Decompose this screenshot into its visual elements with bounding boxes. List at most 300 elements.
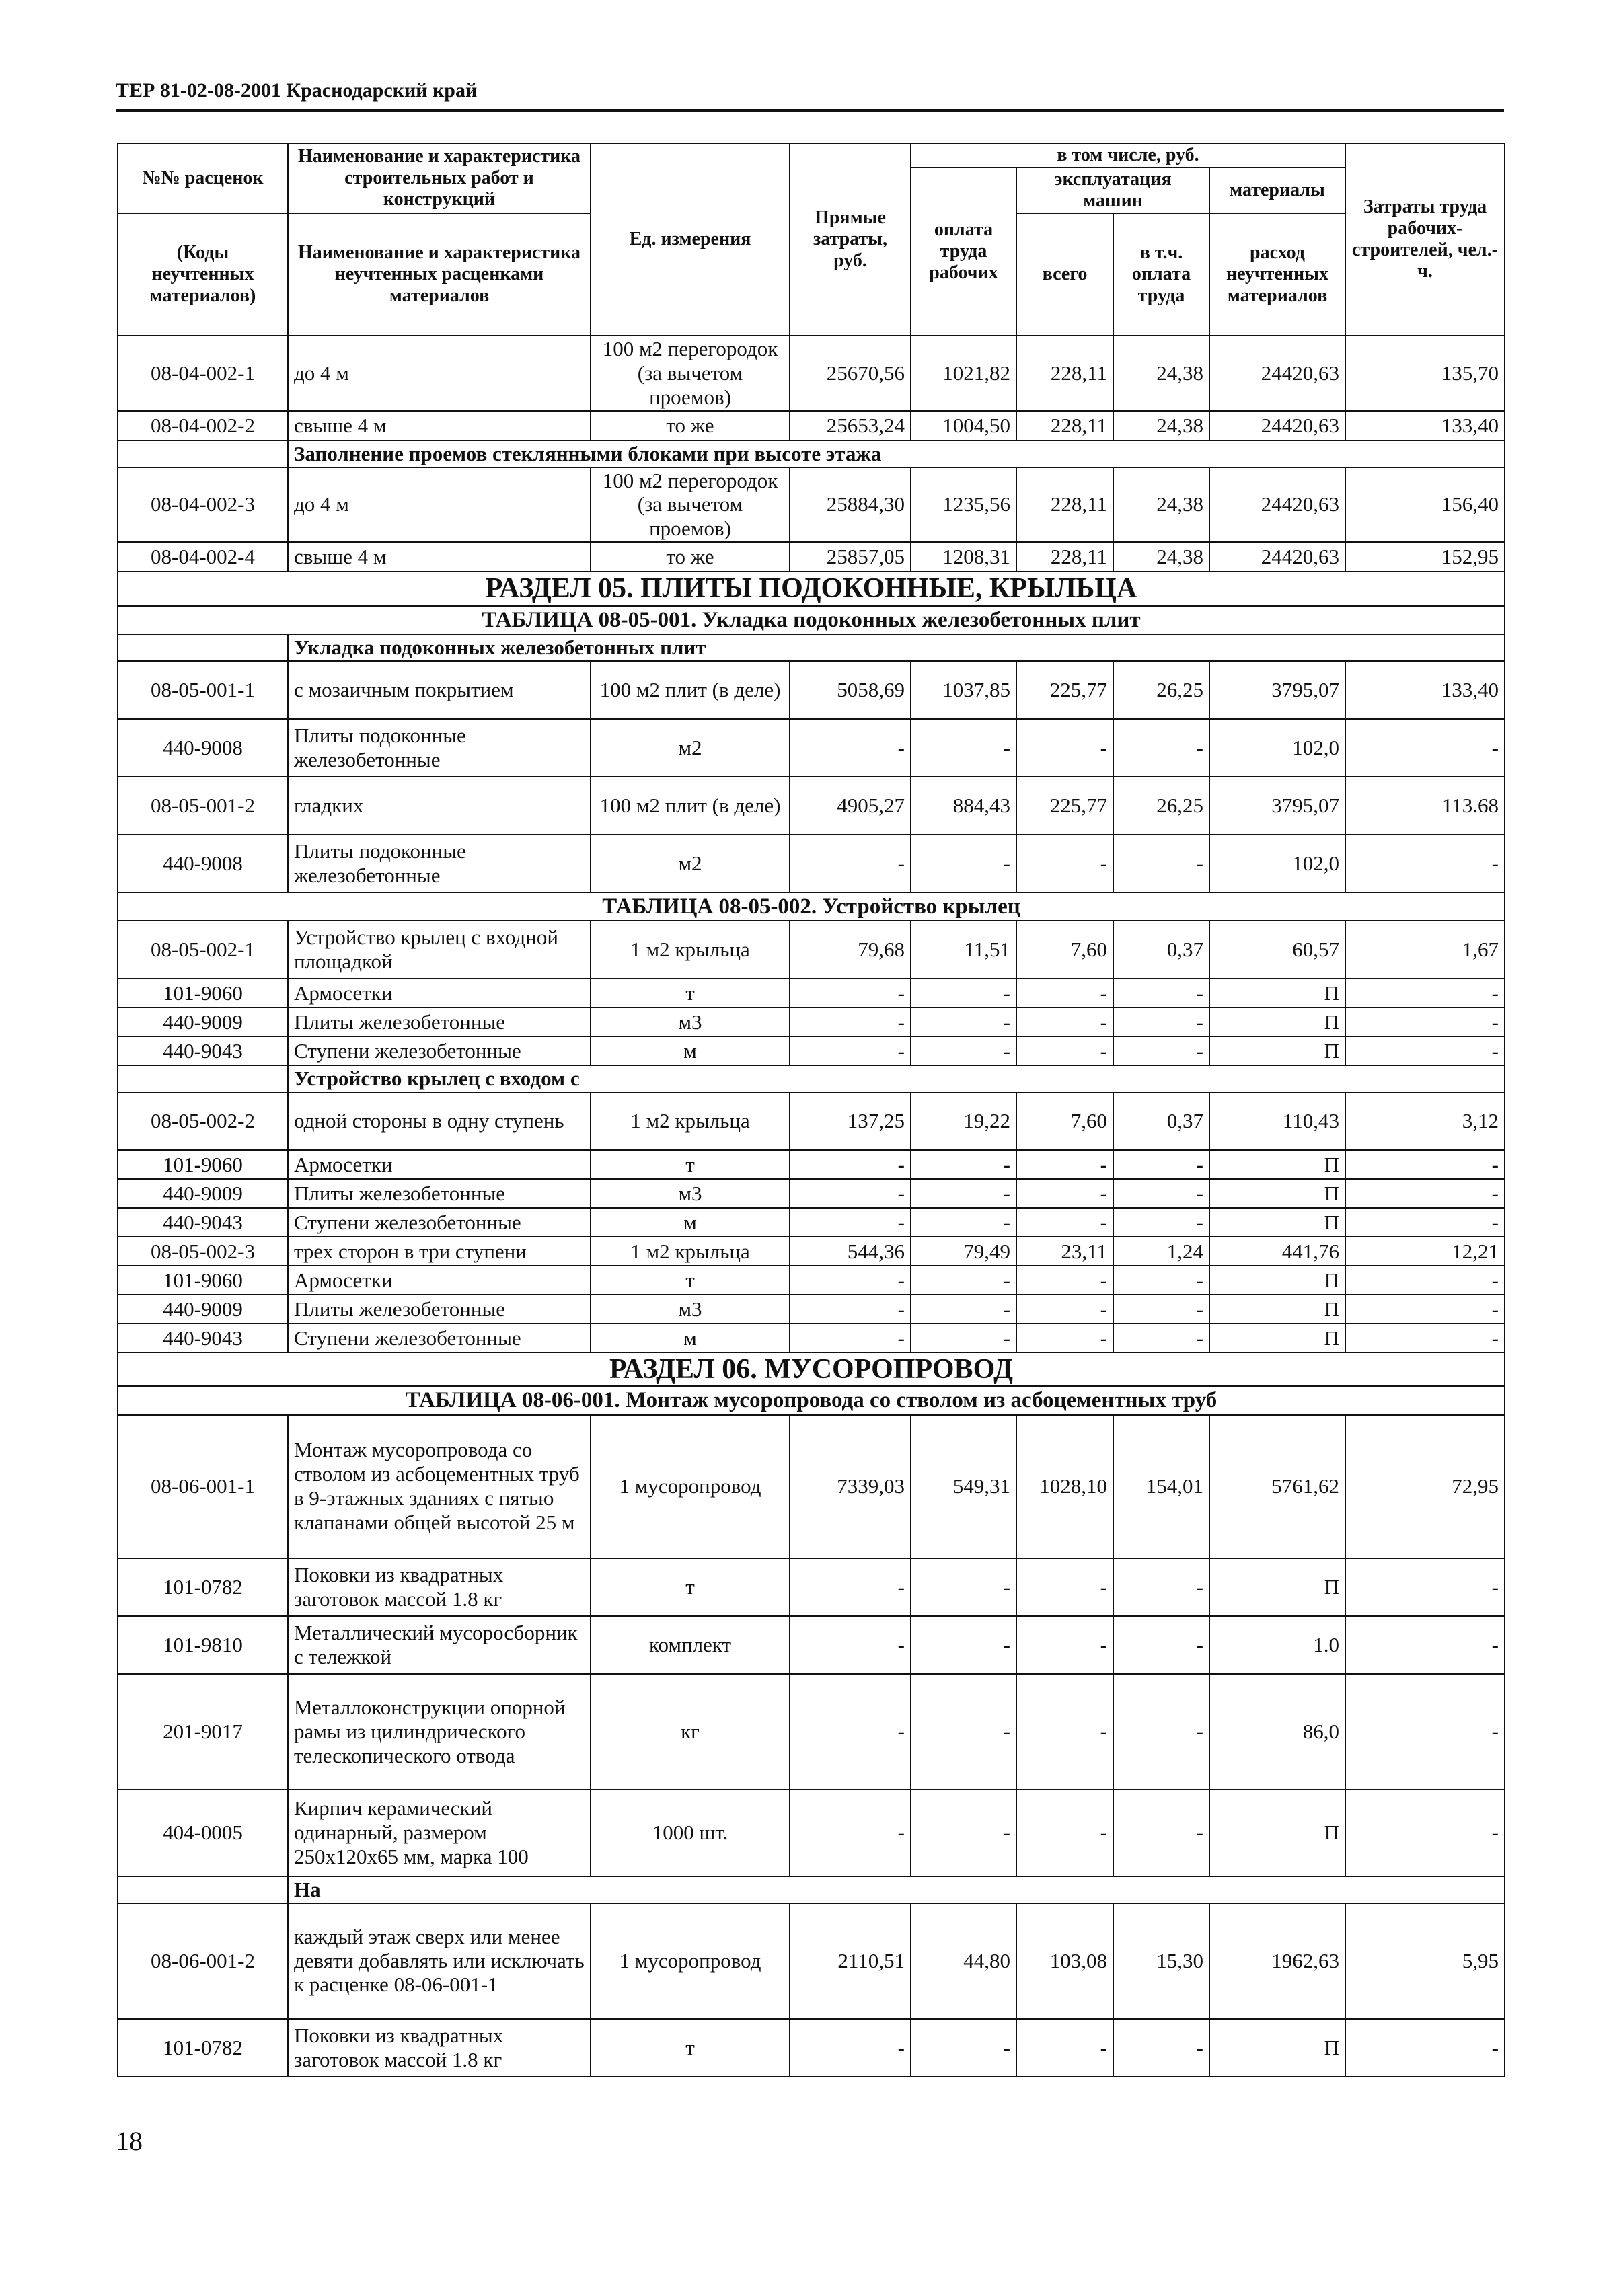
section-title: РАЗДЕЛ 06. МУСОРОПРОВОД xyxy=(118,1352,1505,1386)
cell-materials: 86,0 xyxy=(1209,1674,1345,1790)
cell-name: Плиты подоконные железобетонные xyxy=(288,835,591,892)
cell-direct-cost: 25653,24 xyxy=(790,411,911,441)
cell-code: 101-0782 xyxy=(118,1558,288,1616)
cell-labor: - xyxy=(1345,1036,1505,1065)
cell-wages: 549,31 xyxy=(911,1415,1016,1558)
table-row xyxy=(118,336,1505,411)
table-title-row xyxy=(118,606,1505,634)
cell-materials: 102,0 xyxy=(1209,719,1345,777)
cell-direct-cost: 25857,05 xyxy=(790,542,911,572)
cell-machine-wages: - xyxy=(1113,1266,1209,1295)
group-row xyxy=(118,1065,1505,1092)
cell-wages: 44,80 xyxy=(911,1903,1016,2019)
cell-name: Армосетки xyxy=(288,979,591,1007)
cell-machines: 7,60 xyxy=(1016,921,1113,979)
cell-code: 440-9043 xyxy=(118,1208,288,1237)
cell-machines: 1028,10 xyxy=(1016,1415,1113,1558)
table-row xyxy=(118,1558,1505,1616)
cell-machines: 7,60 xyxy=(1016,1092,1113,1150)
cell-code: 08-05-002-1 xyxy=(118,921,288,979)
cell-unit: м3 xyxy=(591,1295,790,1324)
cell-labor: 12,21 xyxy=(1345,1237,1505,1266)
cell-wages: 884,43 xyxy=(911,777,1016,835)
cell-wages: - xyxy=(911,2019,1016,2077)
cell-name: Ступени железобетонные xyxy=(288,1208,591,1237)
cell-code: 08-04-002-3 xyxy=(118,467,288,543)
cell-code: 08-04-002-4 xyxy=(118,542,288,572)
cell-unit: комплект xyxy=(591,1616,790,1674)
cell-materials: 3795,07 xyxy=(1209,777,1345,835)
table-row xyxy=(118,1092,1505,1150)
header-unit: Ед. измерения xyxy=(591,143,790,336)
cell-name: гладких xyxy=(288,777,591,835)
cell-unit: 1 мусоропровод xyxy=(591,1415,790,1558)
cell-materials: П xyxy=(1209,1558,1345,1616)
cell-machines: - xyxy=(1016,2019,1113,2077)
cell-materials: 24420,63 xyxy=(1209,336,1345,411)
cell-name: Плиты железобетонные xyxy=(288,1179,591,1208)
cell-unit: 1 м2 крыльца xyxy=(591,921,790,979)
group-title: Укладка подоконных железобетонных плит xyxy=(288,634,1505,661)
cell-code xyxy=(118,634,288,661)
group-title: Устройство крылец с входом с xyxy=(288,1065,1505,1092)
header-code-bottom: (Коды неучтенных материалов) xyxy=(118,213,288,336)
cell-machine-wages: 26,25 xyxy=(1113,777,1209,835)
table-row xyxy=(118,979,1505,1007)
cell-labor: - xyxy=(1345,1558,1505,1616)
cell-name: Монтаж мусоропровода со стволом из асбоцементных труб в 9-этажных зданиях с пятью клапанами общей высотой 25 м xyxy=(288,1415,591,1558)
cell-machine-wages: 154,01 xyxy=(1113,1415,1209,1558)
cell-name: Армосетки xyxy=(288,1150,591,1179)
cell-machine-wages: 0,37 xyxy=(1113,1092,1209,1150)
cell-name: Металлоконструкции опорной рамы из цилиндрического телескопического отвода xyxy=(288,1674,591,1790)
cell-machine-wages: - xyxy=(1113,1558,1209,1616)
table-row xyxy=(118,1208,1505,1237)
cell-machine-wages: - xyxy=(1113,719,1209,777)
table-row xyxy=(118,1150,1505,1179)
cell-name: трех сторон в три ступени xyxy=(288,1237,591,1266)
cell-materials: П xyxy=(1209,1150,1345,1179)
table-row xyxy=(118,1324,1505,1352)
cell-direct-cost: 79,68 xyxy=(790,921,911,979)
group-row xyxy=(118,441,1505,467)
cell-direct-cost: - xyxy=(790,1266,911,1295)
cell-labor: - xyxy=(1345,1790,1505,1876)
cell-direct-cost: 5058,69 xyxy=(790,661,911,719)
cell-unit: 1 м2 крыльца xyxy=(591,1092,790,1150)
cell-machines: - xyxy=(1016,1558,1113,1616)
cell-direct-cost: - xyxy=(790,1179,911,1208)
cell-code: 440-9043 xyxy=(118,1036,288,1065)
cell-machines: 228,11 xyxy=(1016,542,1113,572)
cell-machines: - xyxy=(1016,1150,1113,1179)
cell-direct-cost: 2110,51 xyxy=(790,1903,911,2019)
cell-labor: - xyxy=(1345,1266,1505,1295)
cell-machine-wages: - xyxy=(1113,1295,1209,1324)
cell-code: 440-9009 xyxy=(118,1179,288,1208)
table-row xyxy=(118,1007,1505,1036)
cell-name: Кирпич керамический одинарный, размером 250х120х65 мм, марка 100 xyxy=(288,1790,591,1876)
cell-machines: - xyxy=(1016,1616,1113,1674)
table-title-row xyxy=(118,1386,1505,1414)
cell-direct-cost: 137,25 xyxy=(790,1092,911,1150)
cell-materials: П xyxy=(1209,1208,1345,1237)
cell-machine-wages: - xyxy=(1113,1616,1209,1674)
cell-name: Ступени железобетонные xyxy=(288,1036,591,1065)
table-row xyxy=(118,1266,1505,1295)
cell-labor: 113.68 xyxy=(1345,777,1505,835)
cell-machine-wages: - xyxy=(1113,979,1209,1007)
page-header: ТЕР 81-02-08-2001 Краснодарский край xyxy=(116,79,478,102)
cell-unit: м xyxy=(591,1036,790,1065)
cell-machines: 23,11 xyxy=(1016,1237,1113,1266)
cell-direct-cost: 7339,03 xyxy=(790,1415,911,1558)
cell-unit: т xyxy=(591,979,790,1007)
cell-unit: 1000 шт. xyxy=(591,1790,790,1876)
cell-direct-cost: 4905,27 xyxy=(790,777,911,835)
cell-unit: 100 м2 перегородок (за вычетом проемов) xyxy=(591,467,790,543)
cell-materials: 24420,63 xyxy=(1209,411,1345,441)
cell-code: 101-0782 xyxy=(118,2019,288,2077)
header-incl: в том числе, руб. xyxy=(911,143,1345,167)
cell-code: 08-06-001-2 xyxy=(118,1903,288,2019)
cell-direct-cost: - xyxy=(790,1324,911,1352)
cell-labor: 152,95 xyxy=(1345,542,1505,572)
cell-wages: - xyxy=(911,1179,1016,1208)
cell-name: свыше 4 м xyxy=(288,411,591,441)
cell-materials: 5761,62 xyxy=(1209,1415,1345,1558)
cell-code: 440-9009 xyxy=(118,1007,288,1036)
cell-code xyxy=(118,441,288,467)
cell-wages: - xyxy=(911,1036,1016,1065)
table-row xyxy=(118,777,1505,835)
cell-machines: 228,11 xyxy=(1016,411,1113,441)
cell-wages: - xyxy=(911,835,1016,892)
cell-machines: - xyxy=(1016,1007,1113,1036)
cell-name: Ступени железобетонные xyxy=(288,1324,591,1352)
cell-unit: 1 мусоропровод xyxy=(591,1903,790,2019)
cell-materials: П xyxy=(1209,1324,1345,1352)
cell-direct-cost: - xyxy=(790,719,911,777)
cell-labor: - xyxy=(1345,979,1505,1007)
cell-wages: 11,51 xyxy=(911,921,1016,979)
cell-machine-wages: - xyxy=(1113,1324,1209,1352)
cell-wages: 1004,50 xyxy=(911,411,1016,441)
cell-machines: - xyxy=(1016,1036,1113,1065)
cell-name: одной стороны в одну ступень xyxy=(288,1092,591,1150)
cell-direct-cost: - xyxy=(790,1558,911,1616)
table-row xyxy=(118,661,1505,719)
cell-wages: - xyxy=(911,1007,1016,1036)
cell-code: 101-9810 xyxy=(118,1616,288,1674)
header-machines-wages: в т.ч. оплата труда xyxy=(1113,213,1209,336)
cell-wages: - xyxy=(911,1266,1016,1295)
header-materials-sub: расход неучтенных материалов xyxy=(1209,213,1345,336)
cell-labor: - xyxy=(1345,1295,1505,1324)
header-rule xyxy=(116,109,1504,112)
cell-materials: 24420,63 xyxy=(1209,542,1345,572)
cell-wages: 1208,31 xyxy=(911,542,1016,572)
table-title: ТАБЛИЦА 08-05-002. Устройство крылец xyxy=(118,892,1505,921)
header-machines: эксплуатация машин xyxy=(1016,167,1209,213)
cell-wages: - xyxy=(911,1616,1016,1674)
cell-code xyxy=(118,1876,288,1903)
cell-labor: - xyxy=(1345,835,1505,892)
table-row xyxy=(118,411,1505,441)
cell-wages: - xyxy=(911,1324,1016,1352)
group-row xyxy=(118,1876,1505,1903)
header-materials: материалы xyxy=(1209,167,1345,213)
table-row xyxy=(118,1903,1505,2019)
cell-direct-cost: 25884,30 xyxy=(790,467,911,543)
cell-unit: 1 м2 крыльца xyxy=(591,1237,790,1266)
cell-wages: - xyxy=(911,1558,1016,1616)
cell-materials: 24420,63 xyxy=(1209,467,1345,543)
cell-machine-wages: 24,38 xyxy=(1113,542,1209,572)
table-row xyxy=(118,1036,1505,1065)
cell-wages: - xyxy=(911,1208,1016,1237)
cell-machine-wages: - xyxy=(1113,2019,1209,2077)
cell-direct-cost: - xyxy=(790,2019,911,2077)
cell-labor: 1,67 xyxy=(1345,921,1505,979)
cell-code: 440-9008 xyxy=(118,835,288,892)
cell-materials: 441,76 xyxy=(1209,1237,1345,1266)
cell-machine-wages: 1,24 xyxy=(1113,1237,1209,1266)
cell-direct-cost: - xyxy=(790,1007,911,1036)
header-direct-costs: Прямые затраты, руб. xyxy=(790,143,911,336)
cell-unit: т xyxy=(591,1150,790,1179)
table-title: ТАБЛИЦА 08-05-001. Укладка подоконных железобетонных плит xyxy=(118,606,1505,634)
cell-labor: 3,12 xyxy=(1345,1092,1505,1150)
header-machines-total: всего xyxy=(1016,213,1113,336)
cell-machine-wages: - xyxy=(1113,1179,1209,1208)
header-name-bottom: Наименование и характеристика неучтенных расценками материалов xyxy=(288,213,591,336)
section-row xyxy=(118,572,1505,605)
cell-materials: П xyxy=(1209,1007,1345,1036)
cell-wages: - xyxy=(911,1150,1016,1179)
group-title: На xyxy=(288,1876,1505,1903)
cell-materials: 1.0 xyxy=(1209,1616,1345,1674)
cell-code: 101-9060 xyxy=(118,1266,288,1295)
cell-labor: 156,40 xyxy=(1345,467,1505,543)
cell-unit: м2 xyxy=(591,835,790,892)
table-row xyxy=(118,1790,1505,1876)
cell-direct-cost: 25670,56 xyxy=(790,336,911,411)
cell-machines: 225,77 xyxy=(1016,661,1113,719)
cell-machine-wages: - xyxy=(1113,1007,1209,1036)
table-row xyxy=(118,542,1505,572)
table-row xyxy=(118,1415,1505,1558)
table-title: ТАБЛИЦА 08-06-001. Монтаж мусоропровода со стволом из асбоцементных труб xyxy=(118,1386,1505,1414)
cell-machines: - xyxy=(1016,1790,1113,1876)
cell-code: 101-9060 xyxy=(118,1150,288,1179)
cell-materials: 1962,63 xyxy=(1209,1903,1345,2019)
cell-labor: 133,40 xyxy=(1345,411,1505,441)
cell-wages: 1037,85 xyxy=(911,661,1016,719)
cell-unit: 100 м2 плит (в деле) xyxy=(591,777,790,835)
cell-labor: 5,95 xyxy=(1345,1903,1505,2019)
cell-labor: - xyxy=(1345,1150,1505,1179)
header-name-top: Наименование и характеристика строительных работ и конструкций xyxy=(288,143,591,213)
cell-labor: - xyxy=(1345,1324,1505,1352)
cell-code: 440-9008 xyxy=(118,719,288,777)
cell-wages: 1021,82 xyxy=(911,336,1016,411)
cell-labor: - xyxy=(1345,1007,1505,1036)
cell-direct-cost: - xyxy=(790,1208,911,1237)
section-row xyxy=(118,1352,1505,1386)
cell-wages: - xyxy=(911,979,1016,1007)
cell-name: с мозаичным покрытием xyxy=(288,661,591,719)
cell-machines: 228,11 xyxy=(1016,467,1113,543)
cell-machine-wages: 24,38 xyxy=(1113,336,1209,411)
cell-unit: м3 xyxy=(591,1007,790,1036)
cell-code: 101-9060 xyxy=(118,979,288,1007)
cell-unit: то же xyxy=(591,411,790,441)
cell-unit: т xyxy=(591,1558,790,1616)
cell-code: 404-0005 xyxy=(118,1790,288,1876)
cell-code: 08-06-001-1 xyxy=(118,1415,288,1558)
cell-machines: 103,08 xyxy=(1016,1903,1113,2019)
cell-machine-wages: 24,38 xyxy=(1113,467,1209,543)
cell-labor: - xyxy=(1345,1208,1505,1237)
cell-machines: - xyxy=(1016,1179,1113,1208)
cell-labor: - xyxy=(1345,2019,1505,2077)
cell-code: 440-9043 xyxy=(118,1324,288,1352)
cell-direct-cost: - xyxy=(790,979,911,1007)
table-row xyxy=(118,1179,1505,1208)
cell-name: Поковки из квадратных заготовок массой 1.8 кг xyxy=(288,1558,591,1616)
cell-code: 08-05-001-1 xyxy=(118,661,288,719)
cell-name: Металлический мусоросборник с тележкой xyxy=(288,1616,591,1674)
cell-direct-cost: - xyxy=(790,1036,911,1065)
header-wages: оплата труда рабочих xyxy=(911,167,1016,336)
cell-machine-wages: - xyxy=(1113,1674,1209,1790)
cell-name: Поковки из квадратных заготовок массой 1.8 кг xyxy=(288,2019,591,2077)
cell-code: 440-9009 xyxy=(118,1295,288,1324)
cell-name: до 4 м xyxy=(288,336,591,411)
table-row xyxy=(118,1237,1505,1266)
header-code-top: №№ расценок xyxy=(118,143,288,213)
cell-name: свыше 4 м xyxy=(288,542,591,572)
cell-wages: 79,49 xyxy=(911,1237,1016,1266)
cell-wages: 19,22 xyxy=(911,1092,1016,1150)
table-row xyxy=(118,1295,1505,1324)
cell-direct-cost: - xyxy=(790,1790,911,1876)
cell-unit: 100 м2 плит (в деле) xyxy=(591,661,790,719)
table-row xyxy=(118,921,1505,979)
cell-materials: П xyxy=(1209,2019,1345,2077)
cell-materials: П xyxy=(1209,1790,1345,1876)
cell-direct-cost: - xyxy=(790,1150,911,1179)
cell-name: Устройство крылец с входной площадкой xyxy=(288,921,591,979)
cell-machine-wages: 15,30 xyxy=(1113,1903,1209,2019)
cell-unit: м xyxy=(591,1324,790,1352)
cell-direct-cost: - xyxy=(790,1674,911,1790)
cell-code: 08-04-002-2 xyxy=(118,411,288,441)
cell-materials: 102,0 xyxy=(1209,835,1345,892)
table-body xyxy=(118,336,1505,2077)
cell-unit: т xyxy=(591,2019,790,2077)
cell-machine-wages: 26,25 xyxy=(1113,661,1209,719)
cell-direct-cost: - xyxy=(790,1616,911,1674)
cell-machines: - xyxy=(1016,1208,1113,1237)
cell-name: Армосетки xyxy=(288,1266,591,1295)
cell-machines: - xyxy=(1016,719,1113,777)
cell-code: 08-05-002-2 xyxy=(118,1092,288,1150)
price-table xyxy=(117,143,1505,2077)
cell-machines: - xyxy=(1016,835,1113,892)
cell-materials: П xyxy=(1209,1036,1345,1065)
table-header xyxy=(118,143,1505,336)
cell-unit: т xyxy=(591,1266,790,1295)
cell-code: 08-04-002-1 xyxy=(118,336,288,411)
cell-name: Плиты железобетонные xyxy=(288,1295,591,1324)
cell-wages: - xyxy=(911,1674,1016,1790)
table-row xyxy=(118,2019,1505,2077)
cell-machine-wages: - xyxy=(1113,835,1209,892)
cell-machine-wages: 0,37 xyxy=(1113,921,1209,979)
cell-materials: П xyxy=(1209,1295,1345,1324)
cell-name: Плиты железобетонные xyxy=(288,1007,591,1036)
cell-labor: - xyxy=(1345,719,1505,777)
cell-materials: П xyxy=(1209,1266,1345,1295)
table-row xyxy=(118,1674,1505,1790)
cell-direct-cost: - xyxy=(790,1295,911,1324)
cell-materials: 3795,07 xyxy=(1209,661,1345,719)
cell-unit: м2 xyxy=(591,719,790,777)
cell-labor: 133,40 xyxy=(1345,661,1505,719)
section-title: РАЗДЕЛ 05. ПЛИТЫ ПОДОКОННЫЕ, КРЫЛЬЦА xyxy=(118,572,1505,605)
cell-code: 08-05-001-2 xyxy=(118,777,288,835)
cell-code xyxy=(118,1065,288,1092)
cell-machines: - xyxy=(1016,1295,1113,1324)
cell-wages: 1235,56 xyxy=(911,467,1016,543)
cell-materials: П xyxy=(1209,1179,1345,1208)
cell-wages: - xyxy=(911,719,1016,777)
cell-machine-wages: 24,38 xyxy=(1113,411,1209,441)
cell-machine-wages: - xyxy=(1113,1036,1209,1065)
cell-wages: - xyxy=(911,1295,1016,1324)
cell-machines: - xyxy=(1016,979,1113,1007)
cell-labor: - xyxy=(1345,1616,1505,1674)
header-labor: Затраты труда рабочих-строителей, чел.-ч. xyxy=(1345,143,1505,336)
cell-materials: 60,57 xyxy=(1209,921,1345,979)
cell-labor: - xyxy=(1345,1674,1505,1790)
cell-machine-wages: - xyxy=(1113,1150,1209,1179)
table-row xyxy=(118,1616,1505,1674)
cell-unit: то же xyxy=(591,542,790,572)
cell-materials: П xyxy=(1209,979,1345,1007)
cell-labor: 72,95 xyxy=(1345,1415,1505,1558)
table-row xyxy=(118,835,1505,892)
table-row xyxy=(118,719,1505,777)
cell-direct-cost: 544,36 xyxy=(790,1237,911,1266)
cell-name: Плиты подоконные железобетонные xyxy=(288,719,591,777)
cell-code: 08-05-002-3 xyxy=(118,1237,288,1266)
cell-machines: 225,77 xyxy=(1016,777,1113,835)
cell-machine-wages: - xyxy=(1113,1790,1209,1876)
cell-unit: 100 м2 перегородок (за вычетом проемов) xyxy=(591,336,790,411)
cell-name: до 4 м xyxy=(288,467,591,543)
cell-machines: - xyxy=(1016,1324,1113,1352)
cell-machines: - xyxy=(1016,1266,1113,1295)
cell-direct-cost: - xyxy=(790,835,911,892)
table-row xyxy=(118,467,1505,543)
table-title-row xyxy=(118,892,1505,921)
cell-unit: м3 xyxy=(591,1179,790,1208)
cell-wages: - xyxy=(911,1790,1016,1876)
cell-materials: 110,43 xyxy=(1209,1092,1345,1150)
